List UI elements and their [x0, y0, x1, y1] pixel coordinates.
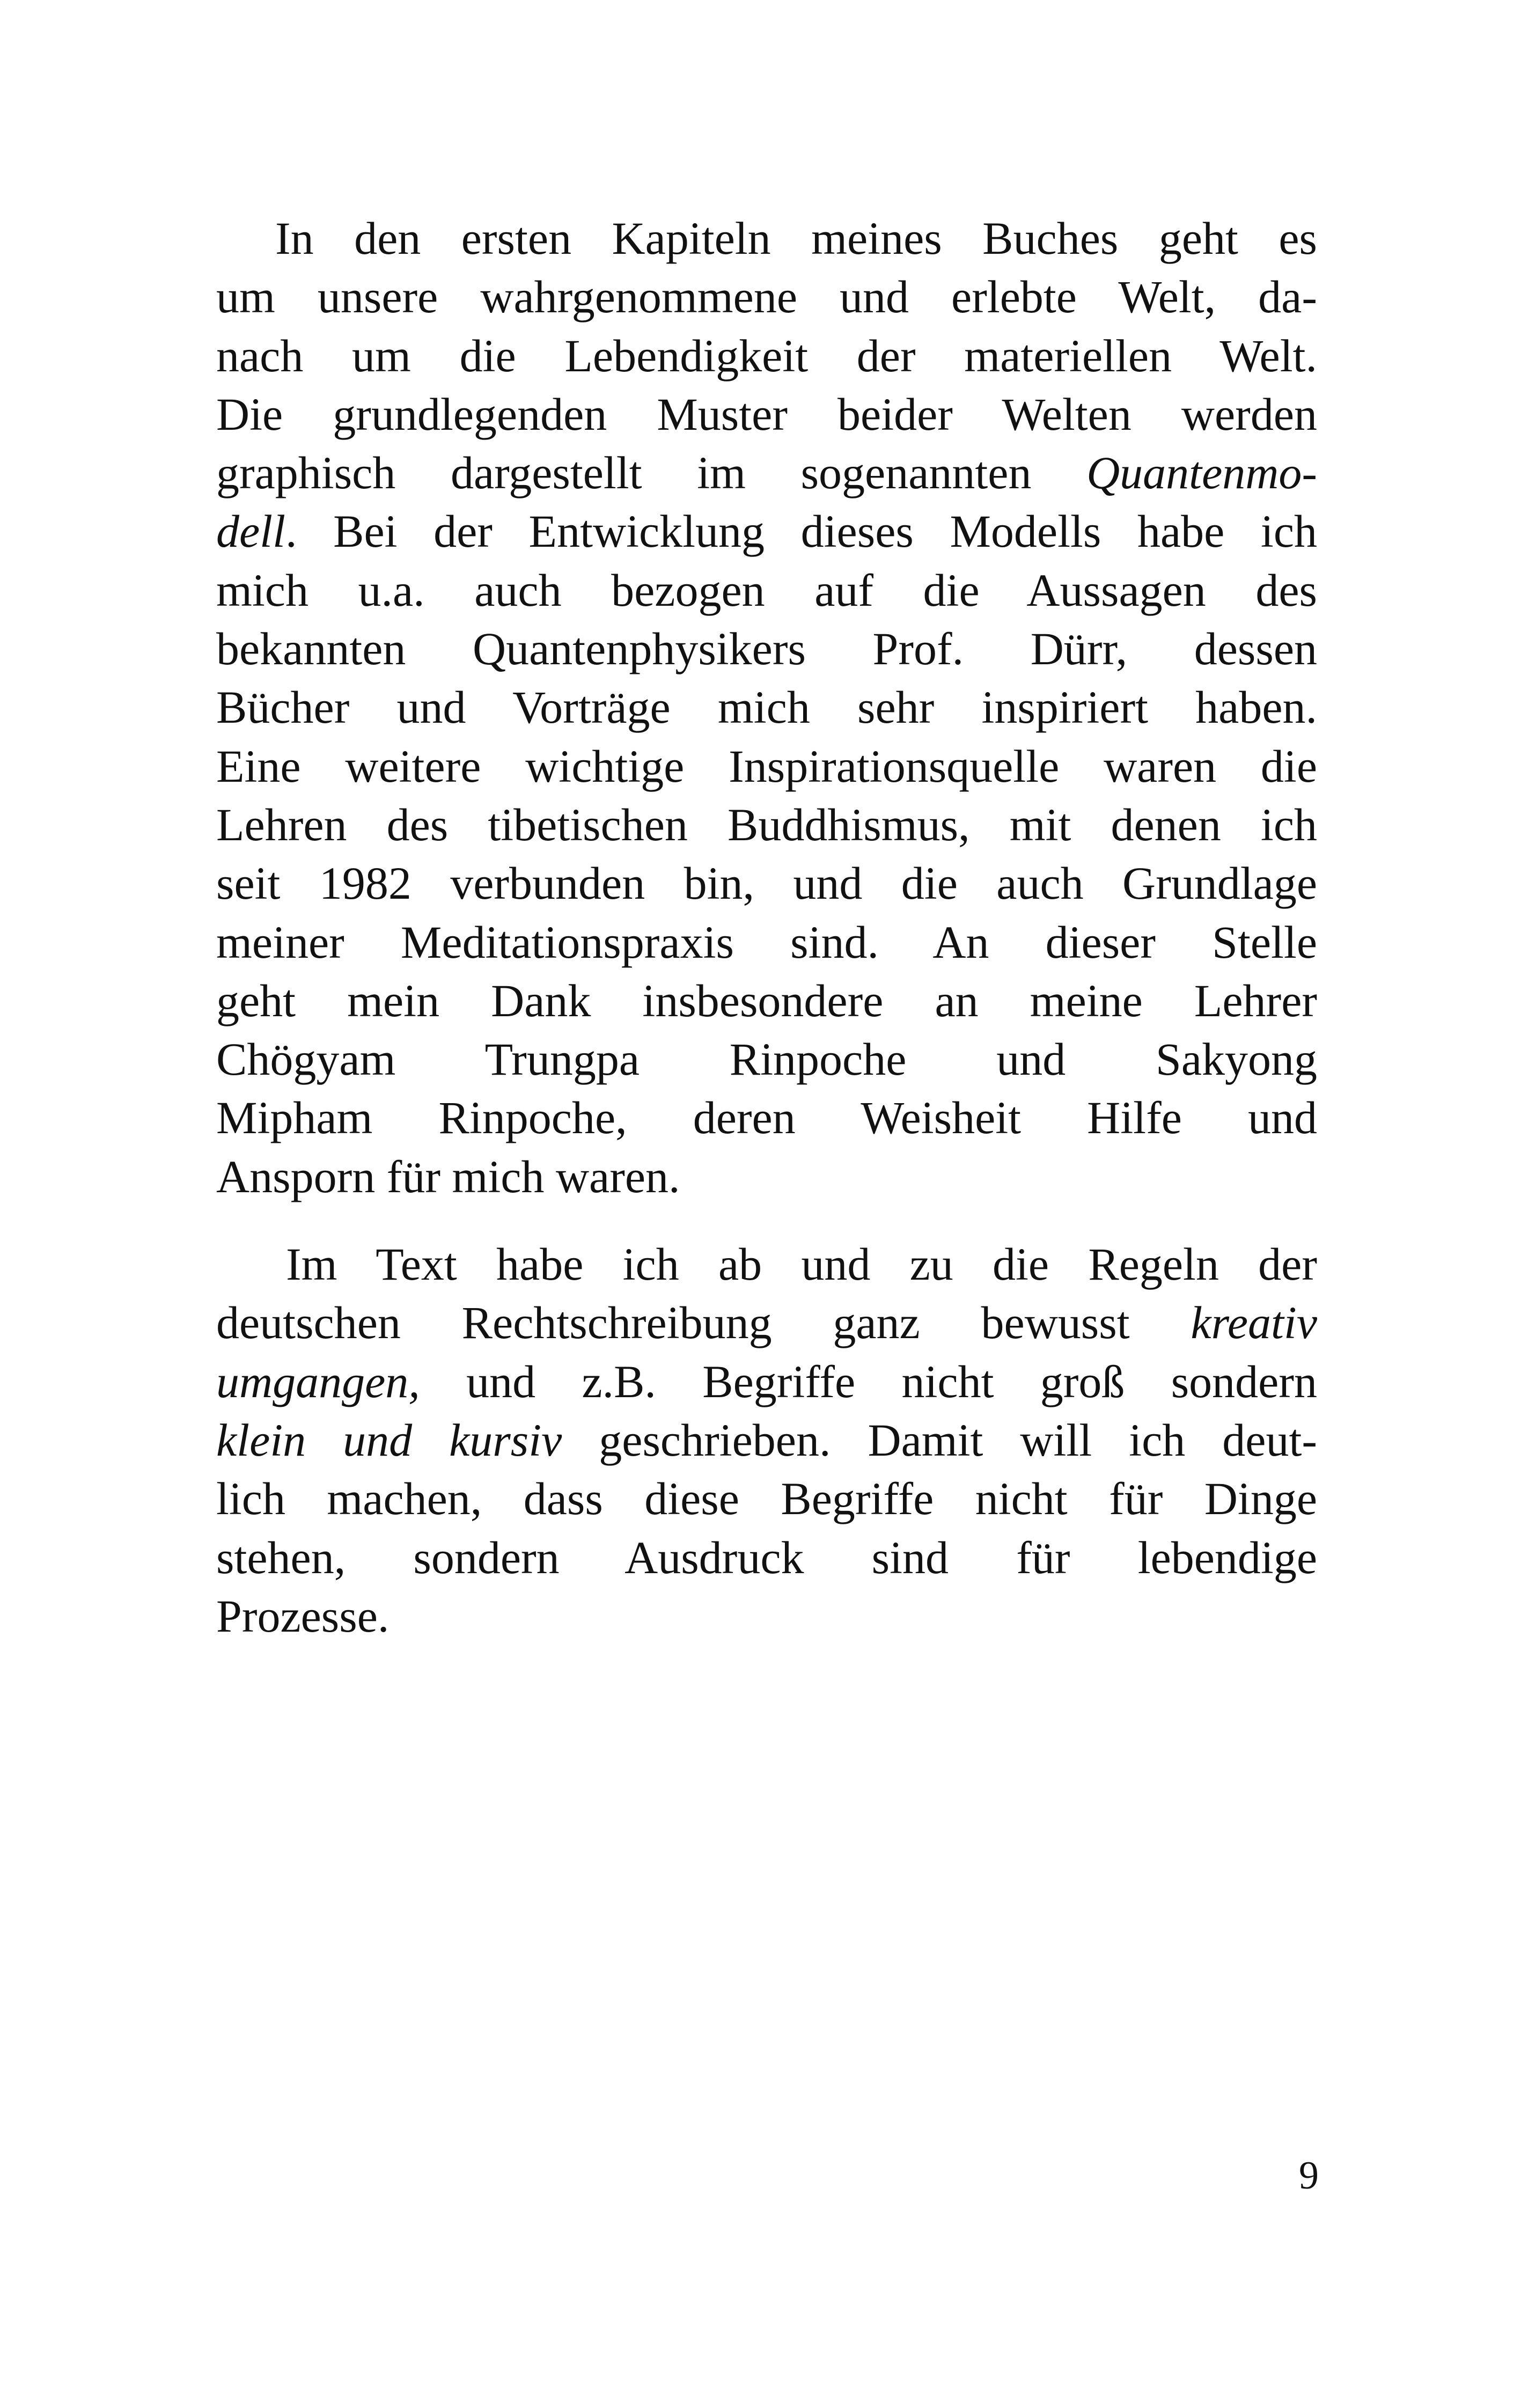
text-line [216, 268, 1317, 326]
paragraph [216, 209, 1317, 1206]
text-span: bekannten Quantenphysikers Prof. Dürr, dessen [216, 623, 1317, 675]
italic-text: kreativ [1191, 1297, 1317, 1349]
text-line [216, 1353, 1317, 1411]
text-line [216, 1470, 1317, 1528]
text-span: Chögyam Trungpa Rinpoche und Sakyong [216, 1033, 1317, 1085]
text-line [216, 678, 1317, 737]
text-span: deutschen Rechtschreibung ganz bewusst [216, 1297, 1191, 1349]
text-line [216, 737, 1317, 796]
text-span: geschrieben. Damit will ich deut- [562, 1414, 1317, 1466]
text-span: und z.B. Begriffe nicht groß sondern [420, 1355, 1317, 1407]
text-line [216, 1089, 1317, 1147]
text-span: meiner Meditationspraxis sind. An dieser Stelle [216, 916, 1317, 968]
text-span: In den ersten Kapiteln meines Buches geht es [275, 212, 1317, 264]
text-line [216, 1235, 1317, 1294]
text-line [216, 327, 1317, 385]
text-span: Die grundlegenden Muster beider Welten werden [216, 388, 1317, 440]
body-text [216, 209, 1317, 1646]
text-line [216, 385, 1317, 444]
text-span: mich u.a. auch bezogen auf die Aussagen des [216, 564, 1317, 616]
text-line [216, 502, 1317, 561]
text-span: stehen, sondern Ausdruck sind für lebendige [216, 1531, 1317, 1583]
text-span: Mipham Rinpoche, deren Weisheit Hilfe und [216, 1092, 1317, 1144]
text-line [216, 620, 1317, 678]
italic-text: Quantenmo- [1086, 447, 1317, 499]
text-span: Bücher und Vorträge mich sehr inspiriert haben. [216, 681, 1317, 733]
text-span: . Bei der Entwicklung dieses Modells habe ich [285, 505, 1317, 557]
text-line [216, 796, 1317, 854]
page-number: 9 [1299, 2154, 1319, 2198]
text-span: graphisch dargestellt im sogenannten [216, 447, 1087, 499]
text-line [216, 1529, 1317, 1587]
text-line [216, 1411, 1317, 1470]
paragraph [216, 1235, 1317, 1646]
text-line [216, 561, 1317, 620]
text-line [216, 209, 1317, 268]
text-span: Im Text habe ich ab und zu die Regeln der [286, 1238, 1317, 1290]
text-span: Prozesse. [216, 1590, 390, 1642]
text-span: Eine weitere wichtige Inspirationsquelle waren die [216, 740, 1317, 792]
text-line [216, 972, 1317, 1030]
text-line [216, 1148, 1317, 1206]
text-span: um unsere wahrgenommene und erlebte Welt, da- [216, 271, 1317, 323]
italic-text: klein und kursiv [216, 1414, 562, 1466]
text-span: Ansporn für mich waren. [216, 1150, 680, 1202]
text-line [216, 854, 1317, 913]
text-span: geht mein Dank insbesondere an meine Lehrer [216, 974, 1317, 1026]
text-line [216, 444, 1317, 502]
text-line [216, 1294, 1317, 1352]
text-span: lich machen, dass diese Begriffe nicht für Dinge [216, 1473, 1317, 1525]
italic-text: umgangen, [216, 1355, 420, 1407]
text-span: Lehren des tibetischen Buddhismus, mit denen ich [216, 798, 1317, 850]
text-span: nach um die Lebendigkeit der materiellen Welt. [216, 329, 1317, 381]
italic-text: dell [216, 505, 285, 557]
text-line [216, 913, 1317, 972]
text-line [216, 1587, 1317, 1646]
text-line [216, 1030, 1317, 1089]
text-span: seit 1982 verbunden bin, und die auch Grundlage [216, 857, 1317, 909]
